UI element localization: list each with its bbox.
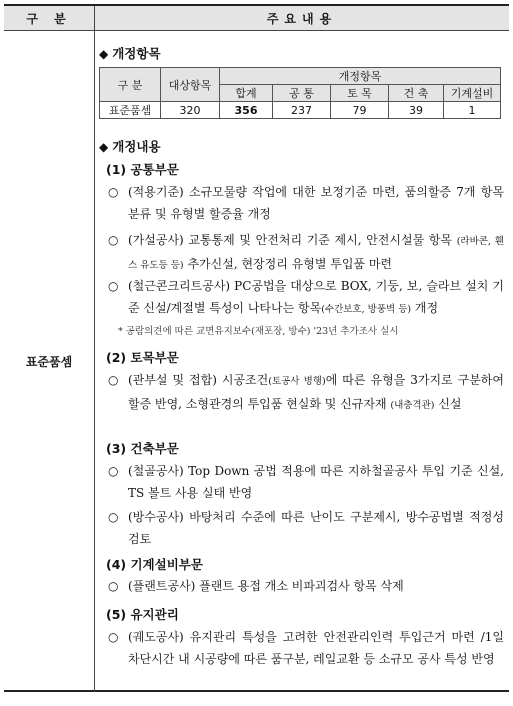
item-text: (궤도공사) 유지관리 특성을 고려한 안전관리인력 투입근거 마련 /1일 차단시간 내 시공량에 따른 품구분, 레일교환 등 소규모 공사 특성 반영 xyxy=(128,630,504,666)
circle-bullet-icon: ○ xyxy=(108,279,119,293)
cell-total: 356 xyxy=(220,102,273,119)
list-item xyxy=(108,181,504,225)
header-main-content: 주요내용 xyxy=(266,11,338,26)
th-civil: 토 목 xyxy=(331,85,389,102)
circle-bullet-icon: ○ xyxy=(108,373,119,387)
cell-mechanical: 1 xyxy=(444,102,501,119)
list-item xyxy=(108,369,504,417)
item-text: (방수공사) 바탕처리 수준에 따른 난이도 구분제시, 방수공법별 적정성 검토 xyxy=(128,510,504,546)
list-item xyxy=(108,506,504,550)
footnote: * 공람의견에 따른 교면유지보수(재포장, 방수) '23년 추가조사 실시 xyxy=(118,326,399,337)
list-item xyxy=(108,229,504,277)
item-text: (철근콘크리트공사) PC공법을 대상으로 BOX, 기둥, 보, 슬라브 설치 기준 신설/계절별 특성이 나타나는 항목(수간보호, 방풍벽 등) 개정 xyxy=(128,279,504,315)
cell-name: 표준품셈 xyxy=(100,102,161,119)
th-architecture: 건 축 xyxy=(389,85,444,102)
header-row xyxy=(4,6,509,31)
section-title: 개정내용 xyxy=(112,139,161,154)
revision-table xyxy=(99,67,501,119)
subsection-civil: (2) 토목부문 xyxy=(106,350,179,365)
th-revision-items: 개정항목 xyxy=(220,68,501,85)
list-item xyxy=(108,275,504,321)
section-revision-items xyxy=(99,44,161,62)
list-item xyxy=(108,626,504,670)
subsection-mechanical: (4) 기계설비부문 xyxy=(106,557,203,572)
item-text: (철골공사) Top Down 공법 적용에 따른 지하철골공사 투입 기준 신설, TS 볼트 사용 실태 반영 xyxy=(128,464,504,500)
th-common: 공 통 xyxy=(273,85,331,102)
subsection-architecture: (3) 건축부문 xyxy=(106,441,179,456)
diamond-bullet-icon: ◆ xyxy=(99,140,109,154)
diamond-bullet-icon: ◆ xyxy=(99,47,109,61)
circle-bullet-icon: ○ xyxy=(108,630,119,644)
th-total: 합계 xyxy=(220,85,273,102)
list-item xyxy=(108,575,504,597)
circle-bullet-icon: ○ xyxy=(108,464,119,478)
th-category: 구 분 xyxy=(100,68,161,102)
section-revision-content xyxy=(99,137,161,155)
section-title: 개정항목 xyxy=(112,46,161,61)
subsection-common: (1) 공통부문 xyxy=(106,162,179,177)
circle-bullet-icon: ○ xyxy=(108,510,119,524)
table-row xyxy=(100,102,501,119)
item-text: (가설공사) 교통통제 및 안전처리 기준 제시, 안전시설물 항목 (라바콘, 휀스 유도등 등) 추가신설, 현장정리 유형별 투입품 마련 xyxy=(128,233,504,271)
column-divider xyxy=(94,30,95,692)
cell-civil: 79 xyxy=(331,102,389,119)
th-mechanical: 기계설비 xyxy=(444,85,501,102)
subsection-maintenance: (5) 유지관리 xyxy=(106,607,179,622)
cell-common: 237 xyxy=(273,102,331,119)
document-table xyxy=(4,4,509,692)
header-category: 구 분 xyxy=(4,6,95,30)
item-text: (플랜트공사) 플랜트 용접 개소 비파괴검사 항목 삭제 xyxy=(128,579,404,593)
item-text: (관부설 및 접합) 시공조건(토공사 병행)에 따른 유형을 3가지로 구분하여 할증 반영, 소형관경의 투입품 현실화 및 신규자재 (내충격관) 신설 xyxy=(128,373,504,411)
th-target-items: 대상항목 xyxy=(161,68,220,102)
circle-bullet-icon: ○ xyxy=(108,185,119,199)
category-label: 표준품셈 xyxy=(25,355,73,369)
item-text: (적용기준) 소규모물량 작업에 대한 보정기준 마련, 품의할증 7개 항목 분류 및 유형별 할증율 개정 xyxy=(128,185,504,221)
circle-bullet-icon: ○ xyxy=(108,233,119,247)
circle-bullet-icon: ○ xyxy=(108,579,119,593)
cell-architecture: 39 xyxy=(389,102,444,119)
list-item xyxy=(108,460,504,504)
cell-items: 320 xyxy=(161,102,220,119)
